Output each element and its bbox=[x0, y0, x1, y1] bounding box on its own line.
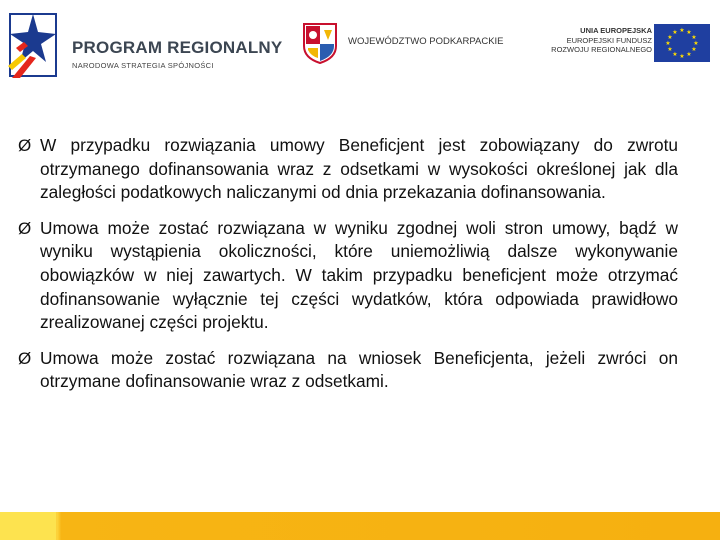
program-title: PROGRAM REGIONALNY bbox=[72, 38, 283, 57]
program-star-logo-icon bbox=[6, 8, 62, 80]
eu-text-block bbox=[544, 26, 652, 55]
svg-text:★: ★ bbox=[667, 34, 673, 41]
bullet-paragraph-1 bbox=[18, 134, 678, 205]
svg-text:★: ★ bbox=[693, 40, 699, 47]
svg-text:★: ★ bbox=[672, 51, 678, 58]
footer-accent bbox=[0, 512, 56, 540]
coat-of-arms-icon bbox=[302, 22, 338, 64]
svg-text:★: ★ bbox=[686, 29, 692, 36]
eu-logo bbox=[540, 20, 715, 70]
svg-text:★: ★ bbox=[679, 53, 685, 60]
bullet-paragraph-3 bbox=[18, 347, 678, 394]
footer-bar bbox=[0, 512, 720, 540]
svg-text:★: ★ bbox=[686, 51, 692, 58]
program-regionalny-logo bbox=[6, 8, 306, 80]
paragraph-text-1: W przypadku rozwiązania umowy Beneficjent jest zobowiązany do zwrotu otrzymanego dofinansowania wraz z odsetkami w wysokości określonej jak dla zaległości podatkowych naliczanymi od dnia przekazania dofinansowania. bbox=[40, 135, 678, 203]
slide-content bbox=[18, 134, 678, 406]
arrow-bullet-icon: Ø bbox=[18, 136, 32, 155]
arrow-bullet-icon: Ø bbox=[18, 218, 32, 238]
svg-text:★: ★ bbox=[665, 40, 671, 47]
eu-line-1: UNIA EUROPEJSKA bbox=[580, 26, 652, 35]
eu-line-2: EUROPEJSKI FUNDUSZ bbox=[566, 35, 652, 45]
svg-text:★: ★ bbox=[672, 29, 678, 36]
bullet-paragraph-2 bbox=[18, 217, 678, 335]
program-subtitle: NARODOWA STRATEGIA SPÓJNOŚCI bbox=[72, 61, 214, 70]
voivodeship-logo bbox=[302, 22, 532, 66]
svg-text:★: ★ bbox=[691, 34, 697, 41]
paragraph-text-3: Umowa może zostać rozwiązana na wniosek Beneficjenta, jeżeli zwróci on otrzymane dofinansowanie wraz z odsetkami. bbox=[40, 347, 678, 392]
svg-text:★: ★ bbox=[679, 27, 685, 34]
arrow-bullet-icon: Ø bbox=[18, 348, 32, 368]
svg-text:★: ★ bbox=[691, 46, 697, 53]
eu-line-3: ROZWOJU REGIONALNEGO bbox=[551, 45, 652, 54]
svg-text:★: ★ bbox=[667, 46, 673, 53]
paragraph-text-2: Umowa może zostać rozwiązana w wyniku zgodnej woli stron umowy, bądź w wyniku wystąpienia okoliczności, które uniemożliwią dalsze wykonywanie obowiązków w niej zawartych. W takim przypadku beneficjent może otrzymać dofinansowanie wyłącznie tej części wydatków, która odpowiada prawidłowo zrealizowanej części projektu. bbox=[40, 217, 678, 333]
voivodeship-label: WOJEWÓDZTWO PODKARPACKIE bbox=[348, 36, 504, 47]
eu-flag-icon bbox=[654, 24, 710, 62]
header-logos bbox=[0, 0, 720, 90]
